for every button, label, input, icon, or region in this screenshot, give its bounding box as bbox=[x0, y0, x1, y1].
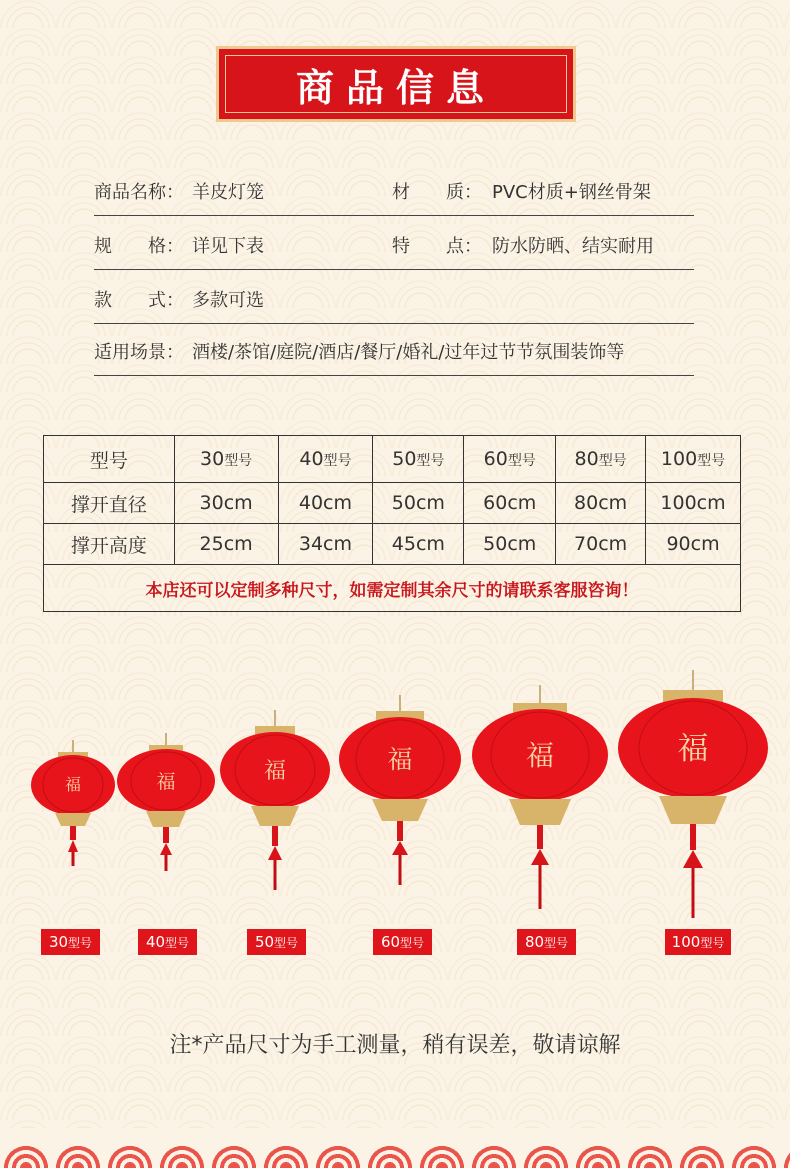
size-table bbox=[43, 435, 741, 612]
lantern-image-60 bbox=[338, 695, 462, 887]
feature-value: 防水防晒、结实耐用 bbox=[492, 236, 654, 257]
row-header-height: 撑开高度 bbox=[44, 524, 175, 565]
info-row-style bbox=[94, 270, 694, 324]
size-tag-60: 60型号 bbox=[373, 929, 432, 955]
name-value: 羊皮灯笼 bbox=[192, 182, 264, 203]
model-cell: 80型号 bbox=[556, 436, 646, 483]
lantern-image-100 bbox=[617, 670, 769, 920]
fu-character: 福 bbox=[677, 731, 709, 767]
name-label: 商品名称： bbox=[94, 182, 184, 203]
table-row-model bbox=[44, 436, 741, 483]
table-row-diameter bbox=[44, 483, 741, 524]
size-tag-40: 40型号 bbox=[138, 929, 197, 955]
table-row-height bbox=[44, 524, 741, 565]
lantern-image-30 bbox=[30, 740, 116, 870]
info-row-scene bbox=[94, 322, 694, 376]
style-label: 款 式： bbox=[94, 290, 184, 311]
fu-character: 福 bbox=[64, 775, 82, 794]
info-row-spec bbox=[94, 216, 694, 270]
size-tag-50: 50型号 bbox=[247, 929, 306, 955]
feature-label: 特 点： bbox=[392, 236, 482, 257]
lantern-image-80 bbox=[471, 685, 609, 911]
fu-character: 福 bbox=[263, 759, 287, 784]
diameter-cell: 80cm bbox=[556, 483, 646, 524]
fu-character: 福 bbox=[525, 739, 555, 772]
table-row-note bbox=[44, 565, 741, 612]
lantern-image-50 bbox=[219, 710, 331, 892]
spec-label: 规 格： bbox=[94, 236, 184, 257]
material-value: PVC材质+钢丝骨架 bbox=[492, 182, 651, 203]
size-tag-100: 100型号 bbox=[665, 929, 731, 955]
diameter-cell: 40cm bbox=[278, 483, 373, 524]
model-cell: 40型号 bbox=[278, 436, 373, 483]
info-row-name bbox=[94, 162, 694, 216]
scene-label: 适用场景： bbox=[94, 342, 184, 363]
diameter-cell: 100cm bbox=[646, 483, 741, 524]
height-cell: 90cm bbox=[646, 524, 741, 565]
size-tag-80: 80型号 bbox=[517, 929, 576, 955]
lantern-image-40 bbox=[116, 733, 216, 873]
diameter-cell: 30cm bbox=[174, 483, 278, 524]
size-tag-30: 30型号 bbox=[41, 929, 100, 955]
model-cell: 30型号 bbox=[174, 436, 278, 483]
height-cell: 45cm bbox=[373, 524, 464, 565]
model-cell: 60型号 bbox=[464, 436, 556, 483]
style-value: 多款可选 bbox=[192, 290, 264, 311]
spec-value: 详见下表 bbox=[192, 236, 264, 257]
height-cell: 25cm bbox=[174, 524, 278, 565]
section-title: 商品信息 bbox=[295, 64, 496, 110]
custom-size-note: 本店还可以定制多种尺寸，如需定制其余尺寸的请联系客服咨询！ bbox=[44, 565, 741, 612]
diameter-cell: 50cm bbox=[373, 483, 464, 524]
height-cell: 34cm bbox=[278, 524, 373, 565]
material-label: 材 质： bbox=[392, 182, 482, 203]
model-cell: 50型号 bbox=[373, 436, 464, 483]
fu-character: 福 bbox=[387, 745, 413, 774]
row-header-diameter: 撑开直径 bbox=[44, 483, 175, 524]
scene-value: 酒楼/茶馆/庭院/酒店/餐厅/婚礼/过年过节节氛围装饰等 bbox=[192, 342, 625, 363]
height-cell: 50cm bbox=[464, 524, 556, 565]
height-cell: 70cm bbox=[556, 524, 646, 565]
row-header-model: 型号 bbox=[44, 436, 175, 483]
diameter-cell: 60cm bbox=[464, 483, 556, 524]
section-title-box bbox=[216, 46, 576, 122]
measurement-footnote: 注*产品尺寸为手工测量，稍有误差，敬请谅解 bbox=[169, 1033, 621, 1058]
model-cell: 100型号 bbox=[646, 436, 741, 483]
fu-character: 福 bbox=[156, 771, 176, 793]
decorative-wave-border bbox=[0, 1128, 790, 1168]
